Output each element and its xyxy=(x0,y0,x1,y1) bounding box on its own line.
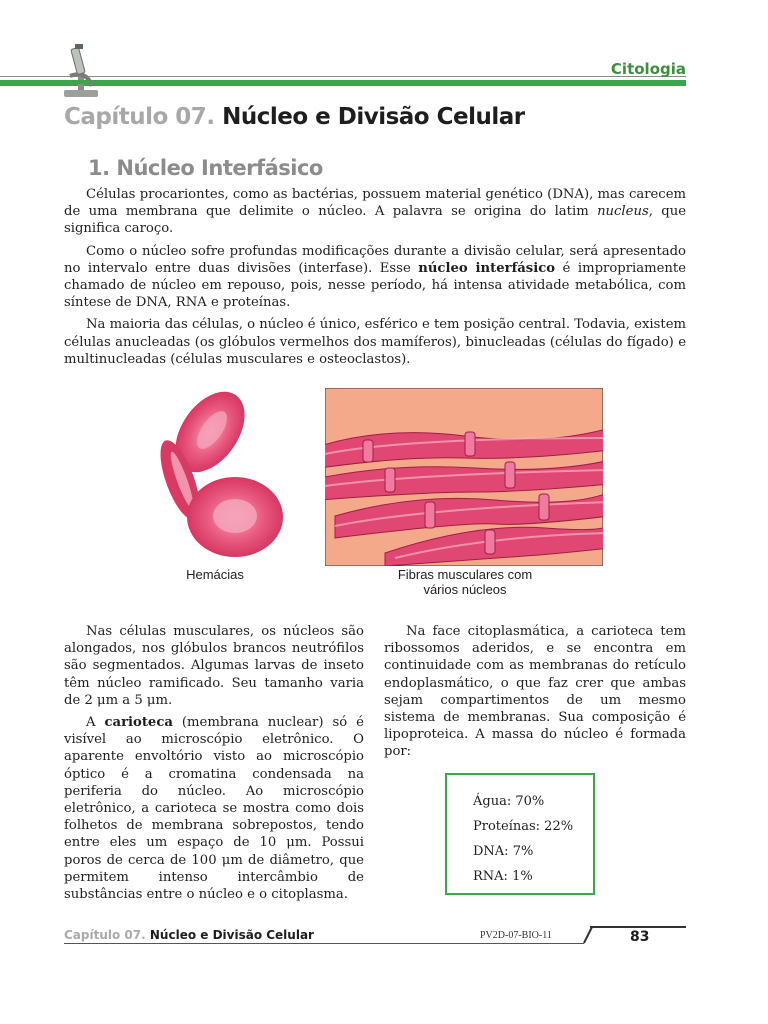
footer-top-rule xyxy=(590,926,686,928)
composition-item: RNA: 1% xyxy=(473,869,533,884)
left-column xyxy=(64,623,364,908)
paragraph xyxy=(64,186,686,238)
right-column xyxy=(384,623,686,766)
text: Células procariontes, como as bactérias, possuem material genético (DNA), mas carecem de uma membrana que delimite o núcleo. A palavra se origina do latim xyxy=(64,187,686,220)
footer-chapter-title: Núcleo e Divisão Celular xyxy=(149,928,314,942)
composition-item: Proteínas: 22% xyxy=(473,819,574,834)
caption-line-2: vários núcleos xyxy=(423,582,507,597)
chapter-name: Núcleo e Divisão Celular xyxy=(222,104,525,130)
emphasis: nucleus xyxy=(597,204,649,220)
text: A xyxy=(86,715,105,731)
figure xyxy=(160,382,610,602)
muscle-fibers-illustration xyxy=(325,388,603,566)
paragraph: Na maioria das células, o núcleo é único, esférico e tem posição central. Todavia, existem células anucleadas (os glóbulos vermelhos dos mamíferos), binucleadas (células do fígado) e multinucleadas (células musculares e osteoclastos). xyxy=(64,317,687,367)
caption-fibras xyxy=(360,567,570,597)
footer-slant-icon xyxy=(580,926,594,944)
paragraph xyxy=(64,714,364,903)
composition-item: DNA: 7% xyxy=(473,844,534,859)
page-number: 83 xyxy=(630,929,650,945)
composition-list xyxy=(447,775,593,889)
section-title: 1. Núcleo Interfásico xyxy=(88,156,323,180)
composition-item: Água: 70% xyxy=(473,794,545,809)
bold-term: núcleo interfásico xyxy=(418,260,556,276)
text: (membrana nuclear) só é visível ao microscópio eletrônico. O aparente envoltório visto ao microscópio óptico é a cromatina condensada na periferia do núcleo. Ao microscópio eletrônico, a carioteca se mostra como dois folhetos de membrana sobrepostos, tendo entre eles um espaço de 10 μm. Possui poros de cerca de 100 μm de diâmetro, que permitem intenso intercâmbio de substâncias entre o núcleo e o citoplasma. xyxy=(64,715,364,903)
bold-term: carioteca xyxy=(104,715,173,731)
text: é impropriamente chamado de núcleo em repouso, pois, nesse período, há intensa atividade metabólica, com síntese de DNA, RNA e proteínas. xyxy=(64,260,686,311)
footer-chapter xyxy=(64,928,314,942)
text: Como o núcleo sofre profundas modificações durante a divisão celular, será apresentado no intervalo entre duas divisões (interfase). Esse xyxy=(64,243,686,276)
paragraph xyxy=(64,243,686,312)
footer-code: PV2D-07-BIO-11 xyxy=(480,930,552,941)
caption-hemacias: Hemácias xyxy=(186,567,244,582)
chapter-prefix: Capítulo 07. xyxy=(64,104,215,130)
paragraph: Na face citoplasmática, a carioteca tem ribossomos aderidos, e se encontra em continuidade com as membranas do retículo endoplasmático, o que faz crer que ambas sejam compartimentos de um mesmo sistema de membranas. Sua composição é lipoproteica. A massa do núcleo é formada por: xyxy=(384,624,686,760)
caption-line-1: Fibras musculares com xyxy=(397,567,533,582)
header-subject: Citologia xyxy=(610,60,686,78)
footer-chapter-prefix: Capítulo 07. xyxy=(64,928,146,942)
footer-rule xyxy=(64,943,584,944)
paragraph: Nas células musculares, os núcleos são alongados, nos glóbulos brancos neutrófilos são segmentados. Algumas larvas de inseto têm núcleo ramificado. Seu tamanho varia de 2 μm a 5 μm. xyxy=(64,624,364,708)
microscope-icon xyxy=(60,42,104,100)
composition-box xyxy=(445,773,595,895)
intro-text xyxy=(64,186,686,373)
chapter-title xyxy=(64,104,525,130)
text: , que significa caroço. xyxy=(64,204,687,237)
